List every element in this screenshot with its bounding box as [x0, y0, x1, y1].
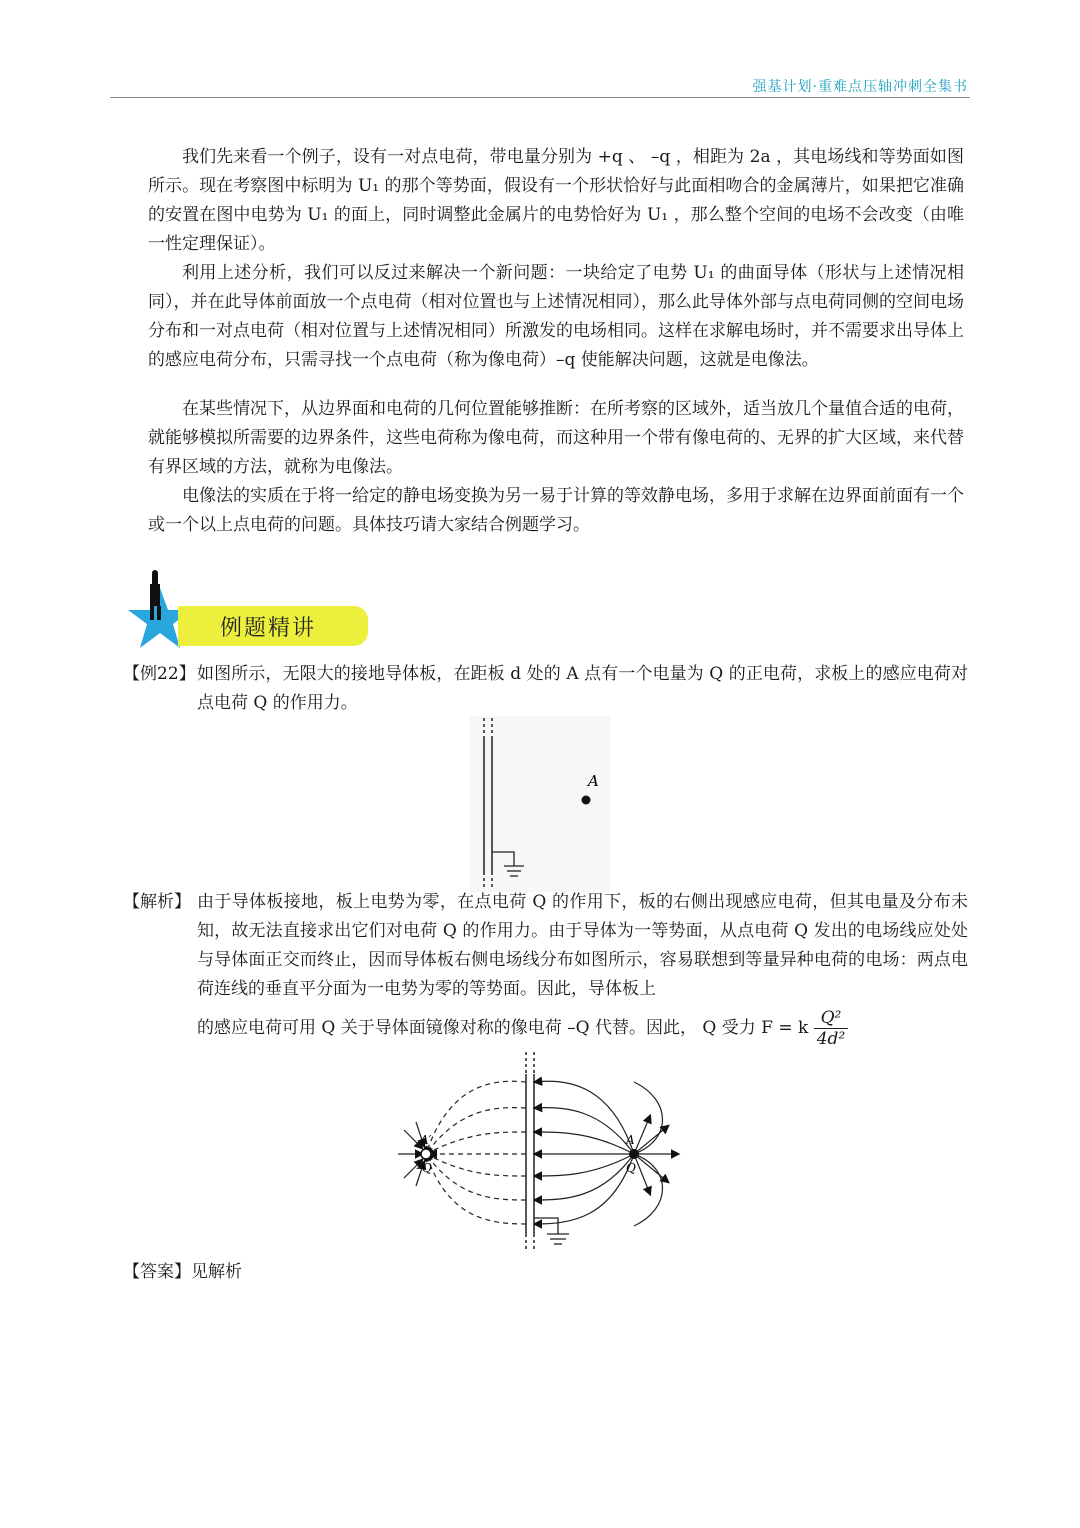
answer-label: 【答案】: [123, 1262, 191, 1282]
solution-text-continued: [197, 1008, 968, 1049]
banner-label: 例题精讲: [220, 616, 317, 641]
header-divider: [110, 97, 970, 98]
solution-section: [123, 888, 968, 1049]
formula-denominator: 4d²: [816, 1029, 846, 1049]
figure-label-a: A: [588, 772, 599, 790]
answer-text: 见解析: [191, 1262, 242, 1282]
example-22: [123, 660, 968, 718]
intro-paragraph-1: 我们先来看一个例子，设有一对点电荷，带电量分别为 +q 、 –q ，相距为 2a ，其电场线和等势面如图所示。现在考察图中标明为 U₁ 的那个等势面，假设有一个形状恰好与此面相吻合的金属薄片，如果把它准确的安置在图中电势为 U₁ 的面上，同时调整此金属片的电势恰好为 U₁ ，那么整个空间的电场不会改变（由唯一性定理保证）。: [148, 147, 964, 254]
solution-label: 【解析】: [123, 892, 191, 912]
section-banner: [122, 570, 382, 656]
example-label: 【例22】: [123, 664, 196, 684]
solution-text: 由于导体板接地，板上电势为零，在点电荷 Q 的作用下，板的右侧出现感应电荷，但其电量及分布未知，故无法直接求出它们对电荷 Q 的作用力。由于导体为一等势面，从点电荷 Q 发出的电场线应处处与导体面正交而终止，因而导体板右侧电场线分布如图所示，容易联想到等量异种电荷的电场：两点电荷连线的垂直平分面为一电势为零的等势面。因此，导体板上: [197, 892, 968, 999]
intro-section: [148, 143, 964, 540]
fig2-label-q: Q: [626, 1161, 636, 1175]
intro-paragraph-4: 电像法的实质在于将一给定的静电场变换为另一易于计算的等效静电场，多用于求解在边界面前面有一个或一个以上点电荷的问题。具体技巧请大家结合例题学习。: [148, 486, 964, 535]
figure-grounded-plate: [470, 716, 610, 892]
figure-image-charge: [392, 1048, 692, 1254]
example-text: 如图所示，无限大的接地导体板，在距板 d 处的 A 点有一个电量为 Q 的正电荷，求板上的感应电荷对点电荷 Q 的作用力。: [197, 664, 968, 713]
intro-paragraph-2: 利用上述分析，我们可以反过来解决一个新问题：一块给定了电势 U₁ 的曲面导体（形状与上述情况相同），并在此导体前面放一个点电荷（相对位置也与上述情况相同），那么此导体外部与点电荷同侧的空间电场分布和一对点电荷（相对位置与上述情况相同）所激发的电场相同。这样在求解电场时，并不需要求出导体上的感应电荷分布，只需寻找一个点电荷（称为像电荷）–q 使能解决问题，这就是电像法。: [148, 263, 964, 370]
header-title: 强基计划·重难点压轴冲刺全集书: [752, 79, 968, 95]
force-formula: [814, 1008, 849, 1049]
solution-text-2: 的感应电荷可用 Q 关于导体面镜像对称的像电荷 –Q 代替。因此， Q 受力 F = k: [197, 1018, 809, 1038]
answer-section: [123, 1258, 968, 1287]
fig2-label-image-q: –Q: [416, 1161, 432, 1175]
formula-numerator: Q²: [814, 1008, 849, 1029]
fig2-label-image-a: A′: [420, 1133, 432, 1147]
fig2-label-a: A: [626, 1133, 635, 1147]
intro-paragraph-3: 在某些情况下，从边界面和电荷的几何位置能够推断：在所考察的区域外，适当放几个量值合适的电荷，就能够模拟所需要的边界条件，这些电荷称为像电荷，而这种用一个带有像电荷的、无界的扩大区域，来代替有界区域的方法，就称为电像法。: [148, 399, 964, 477]
